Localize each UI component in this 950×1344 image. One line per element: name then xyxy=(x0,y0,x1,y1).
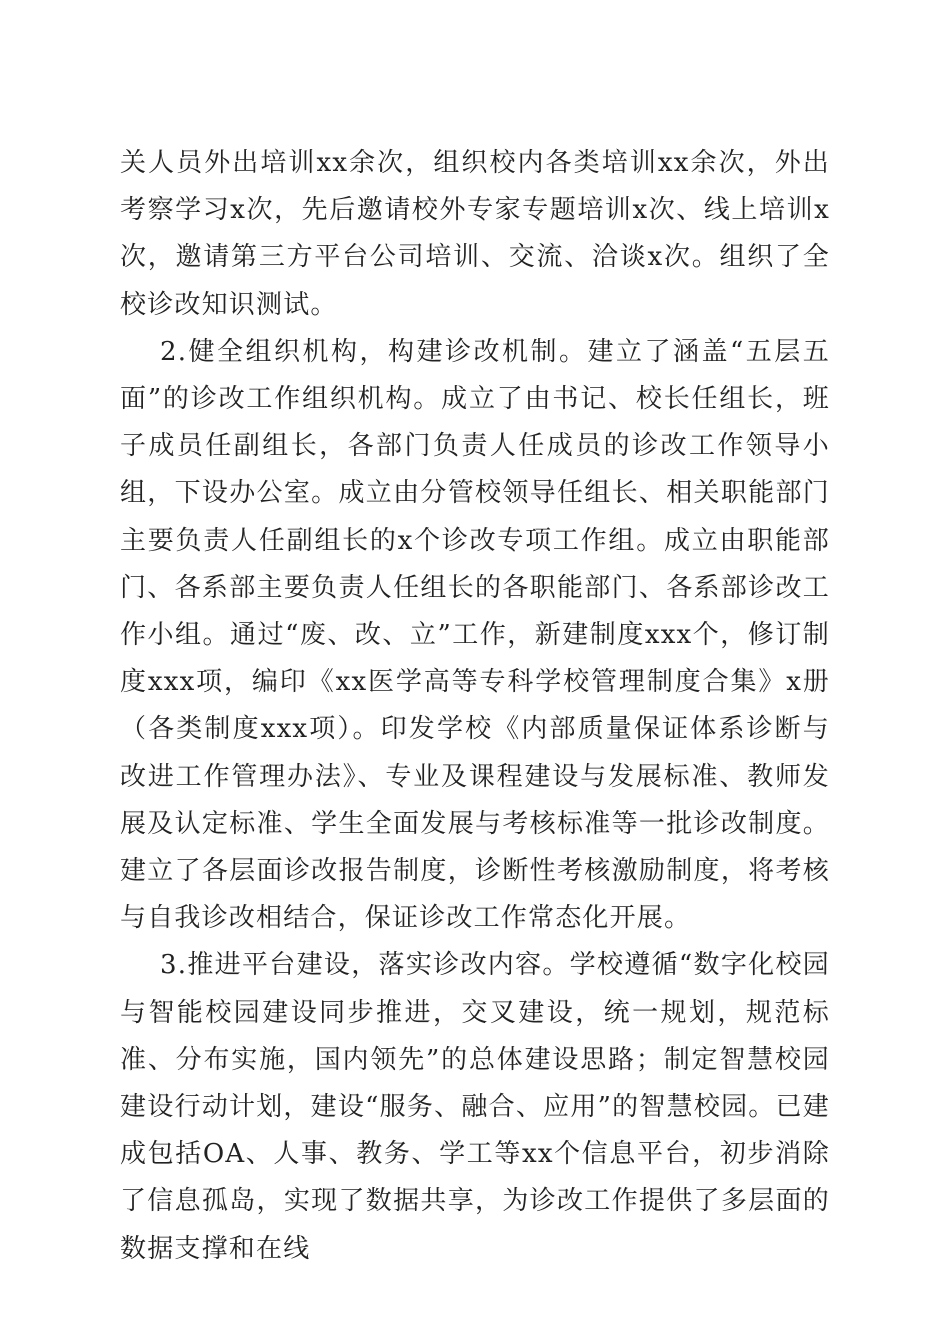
document-body xyxy=(120,140,830,1273)
paragraph-training-continued: 关人员外出培训xx余次，组织校内各类培训xx余次，外出考察学习x次，先后邀请校外专家专题培训x次、线上培训x次，邀请第三方平台公司培训、交流、洽谈x次。组织了全校诊改知识测试。 xyxy=(120,148,830,320)
paragraph-platform-construction: 3.推进平台建设，落实诊改内容。学校遵循“数字化校园与智能校园建设同步推进，交叉建设，统一规划，规范标准、分布实施，国内领先”的总体建设思路；制定智慧校园建设行动计划，建设“服务、融合、应用”的智慧校园。已建成包括OA、人事、教务、学工等xx个信息平台，初步消除了信息孤岛，实现了数据共享，为诊改工作提供了多层面的数据支撑和在线 xyxy=(120,950,830,1264)
paragraph-organization-mechanism: 2.健全组织机构，构建诊改机制。建立了涵盖“五层五面”的诊改工作组织机构。成立了由书记、校长任组长，班子成员任副组长，各部门负责人任成员的诊改工作领导小组，下设办公室。成立由分管校领导任组长、相关职能部门主要负责人任副组长的x个诊改专项工作组。成立由职能部门、各系部主要负责人任组长的各职能部门、各系部诊改工作小组。通过“废、改、立”工作，新建制度xxx个，修订制度xxx项，编印《xx医学高等专科学校管理制度合集》x册（各类制度xxx项）。印发学校《内部质量保证体系诊断与改进工作管理办法》、专业及课程建设与发展标准、教师发展及认定标准、学生全面发展与考核标准等一批诊改制度。建立了各层面诊改报告制度，诊断性考核激励制度，将考核与自我诊改相结合，保证诊改工作常态化开展。 xyxy=(120,336,830,934)
